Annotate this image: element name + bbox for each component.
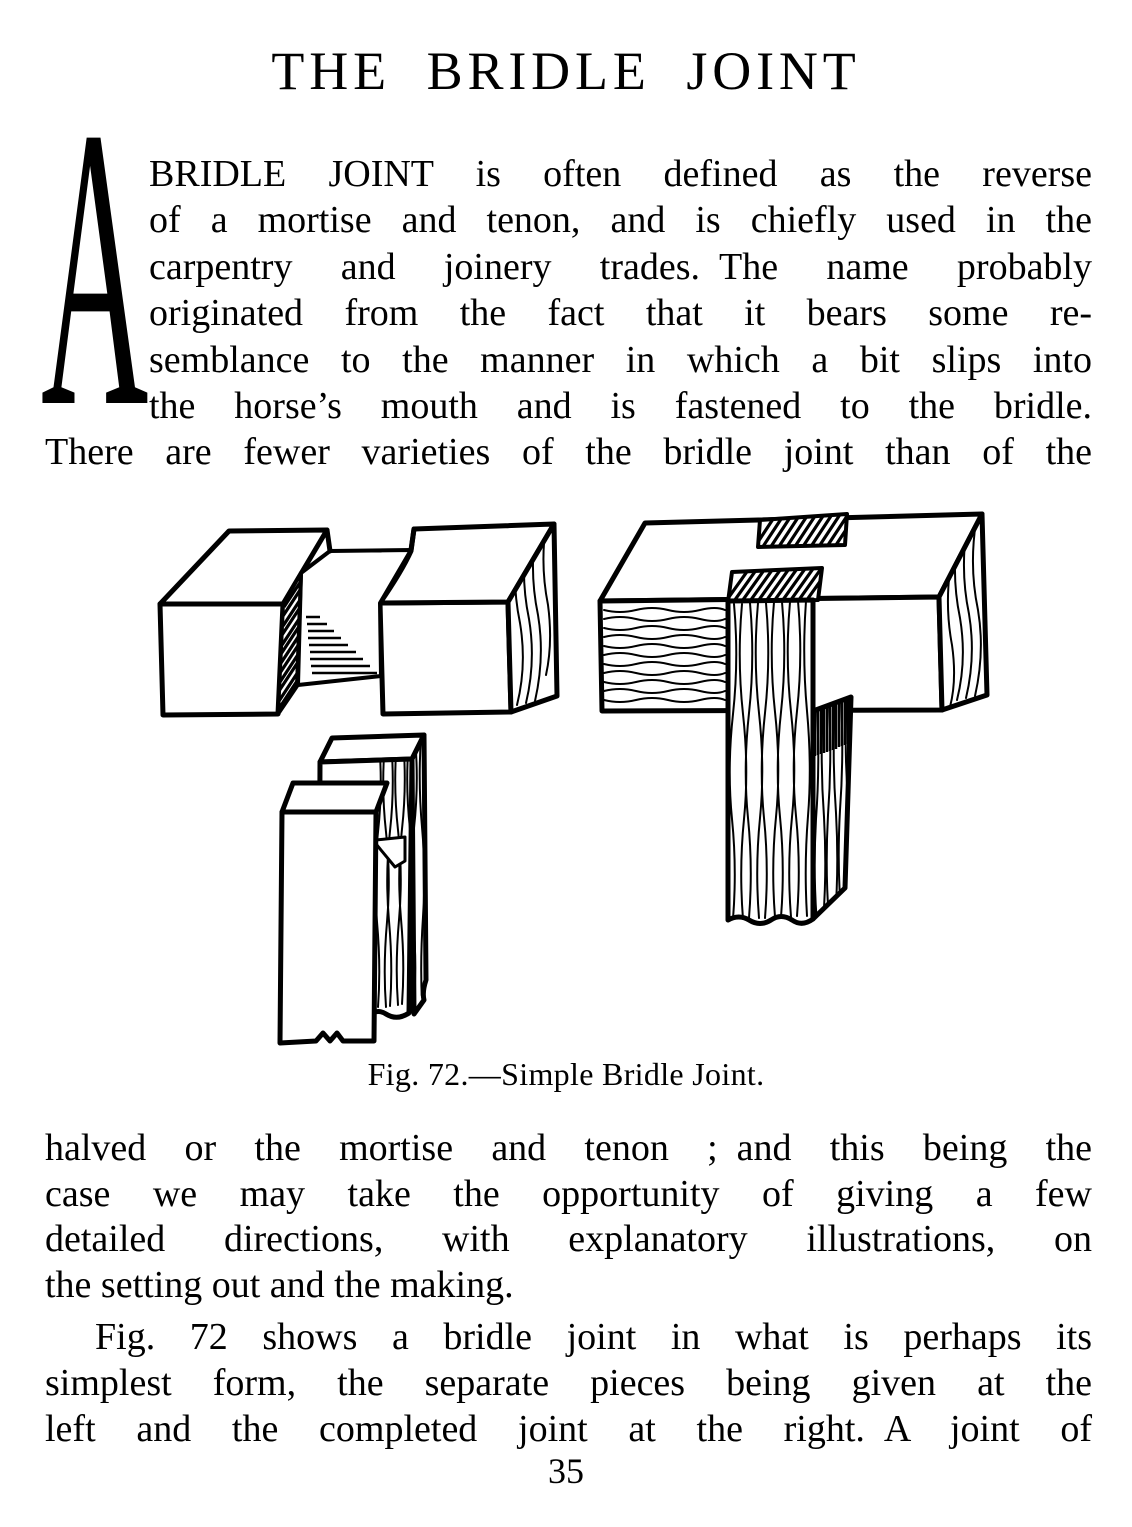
text-line: carpentry and joinery trades. The name probably <box>149 245 1092 288</box>
text-line: Fig. 72 shows a bridle joint in what is perhaps its <box>95 1316 1092 1359</box>
text-line: of a mortise and tenon, and is chiefly used in the <box>149 199 1092 242</box>
text-line: There are fewer varieties of the bridle joint than of the <box>45 431 1092 474</box>
text-line: originated from the fact that it bears some re- <box>149 292 1092 335</box>
text-line: semblance to the manner in which a bit slips into <box>149 338 1092 381</box>
paragraph-2 <box>45 1126 1092 1308</box>
drop-cap: A <box>41 45 149 490</box>
text-line: detailed directions, with explanatory illustrations, on <box>45 1218 1092 1261</box>
paragraph-3 <box>45 1315 1092 1452</box>
page-title: THE BRIDLE JOINT <box>271 41 861 101</box>
paragraph-1-lines <box>41 45 1092 490</box>
assembled-joint-illustration <box>590 500 1110 960</box>
text-line: BRIDLE JOINT is often defined as the reverse <box>149 153 1092 195</box>
text-line: halved or the mortise and tenon ; and this being the <box>45 1127 1092 1169</box>
body-text <box>45 1126 1092 1452</box>
text-line: left and the completed joint at the right. A joint of <box>45 1407 1092 1450</box>
figure-caption: Fig. 72.—Simple Bridle Joint. <box>367 1056 765 1092</box>
text-line: simplest form, the separate pieces being given at the <box>45 1361 1092 1404</box>
text-line: the setting out and the making. <box>45 1263 514 1306</box>
page-number: 35 <box>548 1451 584 1491</box>
text-line: the horse’s mouth and is fastened to the bridle. <box>149 385 1092 428</box>
text-line: case we may take the opportunity of giving a few <box>45 1172 1092 1215</box>
slotted-rail-illustration <box>150 505 570 735</box>
paragraph-1 <box>41 45 1092 490</box>
tenoned-post-illustration <box>275 730 545 1055</box>
